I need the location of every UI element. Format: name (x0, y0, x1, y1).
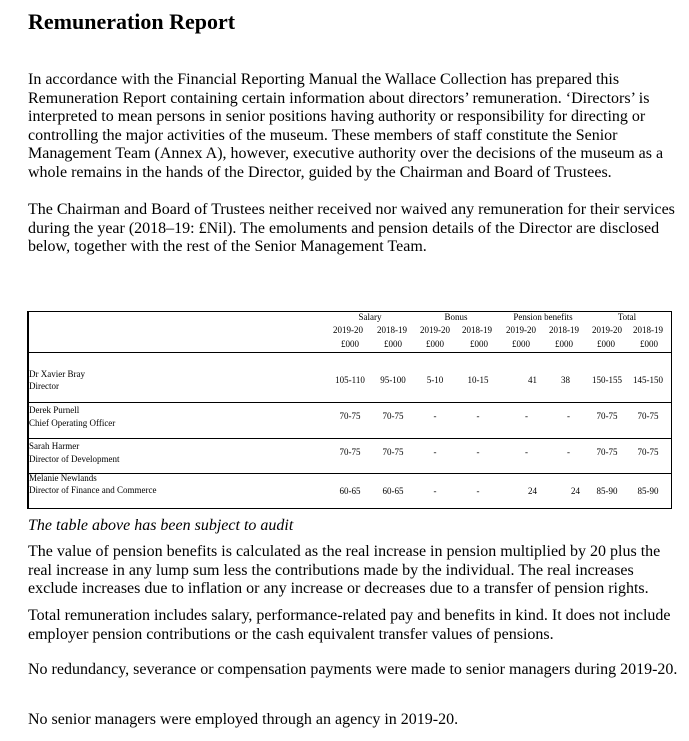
table-cell: 24 (528, 486, 537, 496)
redundancy-paragraph: No redundancy, severance or compensation payments were made to senior managers during 2019-20. (28, 661, 678, 678)
table-cell: - (476, 486, 480, 496)
table-cell: - (525, 447, 528, 457)
table-row-divider (28, 438, 671, 439)
total-remuneration-paragraph: Total remuneration includes salary, performance-related pay and benefits in kind. It does not include employer pension contributions or the cash equivalent transfer values of pensions. (28, 607, 671, 643)
table-cell: 70-75 (637, 411, 659, 421)
row-role: Chief Operating Officer (29, 418, 116, 428)
year-header: 2019-20 (420, 325, 450, 335)
row-role: Director (29, 381, 59, 391)
row-name: Melanie Newlands (29, 473, 97, 483)
table-cell: 70-75 (339, 447, 361, 457)
table-cell: 85-90 (596, 486, 618, 496)
year-header: 2018-19 (633, 325, 663, 335)
year-header: 2018-19 (549, 325, 579, 335)
page-title: Remuneration Report (28, 9, 236, 34)
table-cell: 60-65 (382, 486, 404, 496)
row-name: Sarah Harmer (29, 441, 80, 451)
unit-header: £000 (470, 339, 488, 349)
unit-header: £000 (384, 339, 402, 349)
row-name: Derek Purnell (29, 405, 80, 415)
table-cell: 5-10 (426, 375, 444, 385)
audit-note: The table above has been subject to audit (28, 517, 294, 534)
table-cell: 24 (571, 486, 580, 496)
table-cell: 41 (528, 375, 537, 385)
table-cell: 70-75 (382, 411, 404, 421)
header-bonus: Bonus (444, 312, 468, 322)
header-pension-benefits: Pension benefits (513, 312, 573, 322)
row-role: Director of Development (29, 454, 120, 464)
agency-paragraph: No senior managers were employed through an agency in 2019-20. (28, 711, 459, 728)
year-header: 2018-19 (462, 325, 492, 335)
table-cell: 70-75 (637, 447, 659, 457)
table-cell: 10-15 (467, 375, 489, 385)
year-header: 2019-20 (592, 325, 622, 335)
table-cell: 38 (561, 375, 570, 385)
table-cell: - (433, 447, 437, 457)
table-row-divider (28, 402, 671, 403)
table-cell: - (476, 447, 480, 457)
unit-header: £000 (640, 339, 658, 349)
table-cell: 70-75 (596, 447, 618, 457)
year-header: 2019-20 (333, 325, 363, 335)
row-role: Director of Finance and Commerce (29, 485, 157, 495)
table-cell: 145-150 (633, 375, 663, 385)
table-cell: - (476, 411, 480, 421)
table-row-divider (28, 473, 671, 474)
unit-header: £000 (512, 339, 530, 349)
table-cell: - (567, 447, 570, 457)
table-cell: 95-100 (380, 375, 406, 385)
chairman-paragraph: The Chairman and Board of Trustees neither received nor waived any remuneration for their services during the year (2018–19: £Nil). The emoluments and pension details of the Director are disclosed below, together with the rest of the Senior Management Team. (28, 201, 675, 255)
table-cell: - (433, 411, 437, 421)
table-cell: 70-75 (339, 411, 361, 421)
year-header: 2019-20 (506, 325, 536, 335)
table-cell: 85-90 (637, 486, 659, 496)
table-cell: 60-65 (339, 486, 361, 496)
table-cell: 70-75 (382, 447, 404, 457)
table-cell: 70-75 (596, 411, 618, 421)
table-cell: 150-155 (592, 375, 622, 385)
table-cell: - (525, 411, 528, 421)
year-header: 2018-19 (377, 325, 407, 335)
unit-header: £000 (555, 339, 573, 349)
row-name: Dr Xavier Bray (29, 369, 85, 379)
unit-header: £000 (597, 339, 615, 349)
unit-header: £000 (341, 339, 359, 349)
remuneration-table (27, 311, 672, 509)
header-salary: Salary (358, 312, 382, 322)
intro-paragraph: In accordance with the Financial Reporting Manual the Wallace Collection has prepared this Remuneration Report containing certain information about directors’ remuneration. ‘Directors’ is interpreted to mean persons in senior positions having authority or responsibility for directing or controlling the major activities of the museum. These members of staff constitute the Senior Management Team (Annex A), however, executive authority over the decisions of the museum as a whole remains in the hands of the Director, guided by the Chairman and Board of Trustees. (28, 71, 664, 181)
table-cell: - (433, 486, 437, 496)
table-header-divider (28, 352, 671, 353)
table-cell: 105-110 (335, 375, 365, 385)
pension-paragraph: The value of pension benefits is calculated as the real increase in pension multiplied by 20 plus the real increase in any lump sum less the contributions made by the individual. The real increases exclude increases due to inflation or any increase or decreases due to a transfer of pension rights. (28, 543, 661, 597)
unit-header: £000 (426, 339, 444, 349)
header-total: Total (617, 312, 637, 322)
table-cell: - (567, 411, 570, 421)
